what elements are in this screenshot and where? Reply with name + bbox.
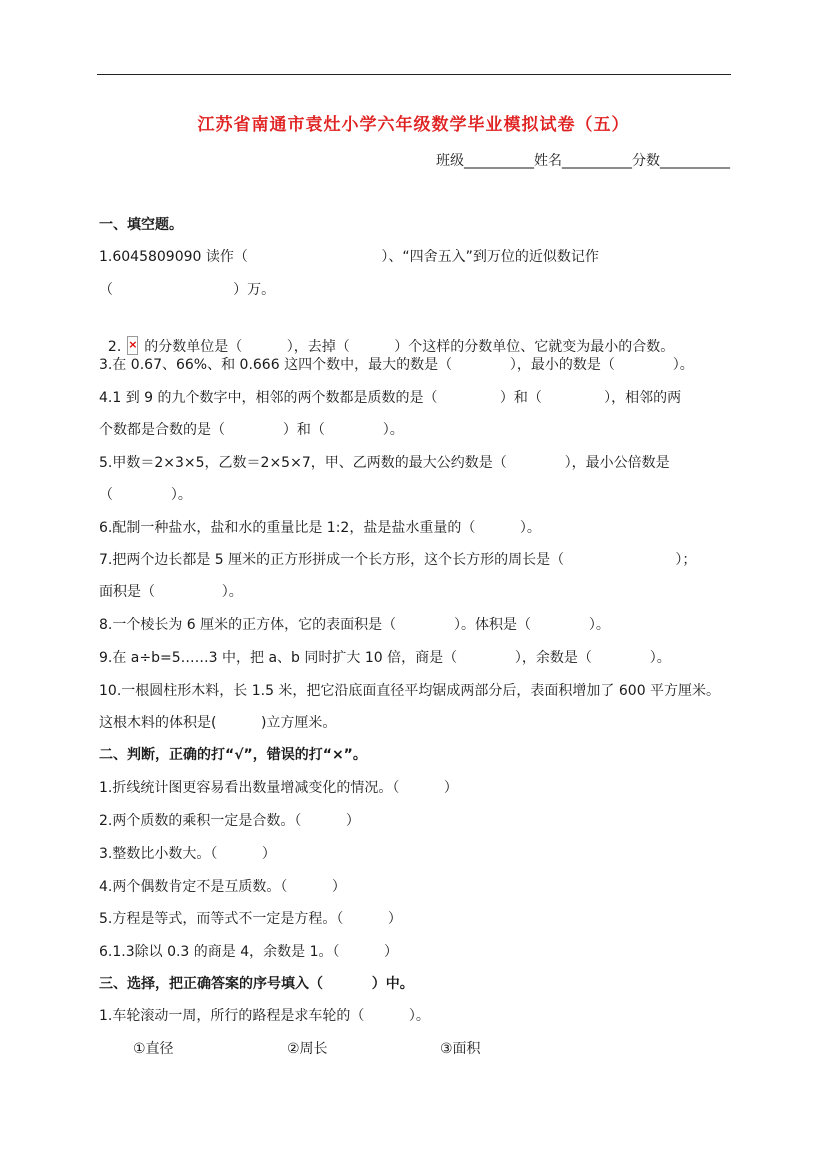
judge-1: 1.折线统计图更容易看出数量增减变化的情况。（ ） (99, 780, 458, 796)
choice-1-option-a: ①直径 (133, 1041, 174, 1057)
choice-1-option-c: ③面积 (440, 1041, 481, 1057)
question-10-line-1: 10.一根圆柱形木料，长 1.5 米，把它沿底面直径平均锯成两部分后，表面积增加了 600 平方厘米。 (99, 683, 721, 699)
section-choice-heading: 三、选择，把正确答案的序号填入（ ）中。 (99, 976, 414, 992)
page-title: 江苏省南通市袁灶小学六年级数学毕业模拟试卷（五） (197, 115, 630, 135)
judge-4: 4.两个偶数肯定不是互质数。（ ） (99, 879, 346, 895)
question-4-line-1: 4.1 到 9 的九个数字中，相邻的两个数都是质数的是（ ）和（ ），相邻的两 (99, 390, 682, 406)
judge-3: 3.整数比小数大。（ ） (99, 846, 276, 862)
broken-image-icon (127, 336, 138, 355)
question-6: 6.配制一种盐水，盐和水的重量比是 1:2，盐是盐水重量的（ ）。 (99, 520, 541, 536)
choice-1: 1.车轮滚动一周，所行的路程是求车轮的（ ）。 (99, 1008, 430, 1024)
question-8: 8.一个棱长为 6 厘米的正方体，它的表面积是（ ）。体积是（ ）。 (99, 617, 610, 633)
question-1-line-1: 1.6045809090 读作（ ）、“四舍五入”到万位的近似数记作 (99, 249, 599, 265)
question-2 (99, 316, 674, 357)
question-2-text: 的分数单位是（ ），去掉（ ）个这样的分数单位、它就变为最小的合数。 (144, 339, 675, 355)
question-2-number: 2. (107, 339, 122, 355)
section-judge-heading: 二、判断，正确的打“√”，错误的打“×”。 (99, 747, 367, 763)
question-7-line-1: 7.把两个边长都是 5 厘米的正方形拼成一个长方形，这个长方形的周长是（ ）； (99, 552, 697, 568)
judge-5: 5.方程是等式，而等式不一定是方程。（ ） (99, 911, 402, 927)
question-9: 9.在 a÷b=5……3 中，把 a、b 同时扩大 10 倍，商是（ ），余数是（ ）。 (99, 650, 671, 666)
question-1-line-2: （ ）万。 (99, 282, 276, 298)
question-7-line-2: 面积是（ ）。 (99, 584, 243, 600)
choice-1-option-b: ②周长 (287, 1041, 328, 1057)
judge-2: 2.两个质数的乘积一定是合数。（ ） (99, 813, 360, 829)
question-3: 3.在 0.67、66%、和 0.666 这四个数中，最大的数是（ ），最小的数是（ ）。 (99, 357, 694, 373)
question-5-line-1: 5.甲数＝2×3×5，乙数＝2×5×7，甲、乙两数的最大公约数是（ ），最小公倍数是 (99, 455, 670, 471)
section-fill-heading: 一、填空题。 (99, 217, 183, 233)
student-info-line: 班级__________姓名__________分数__________ (436, 153, 730, 169)
question-4-line-2: 个数都是合数的是（ ）和（ ）。 (99, 422, 404, 438)
top-rule (97, 74, 731, 75)
question-10-line-2: 这根木料的体积是( )立方厘米。 (99, 715, 337, 731)
question-5-line-2: （ ）。 (99, 487, 192, 503)
judge-6: 6.1.3除以 0.3 的商是 4，余数是 1。（ ） (99, 944, 399, 960)
